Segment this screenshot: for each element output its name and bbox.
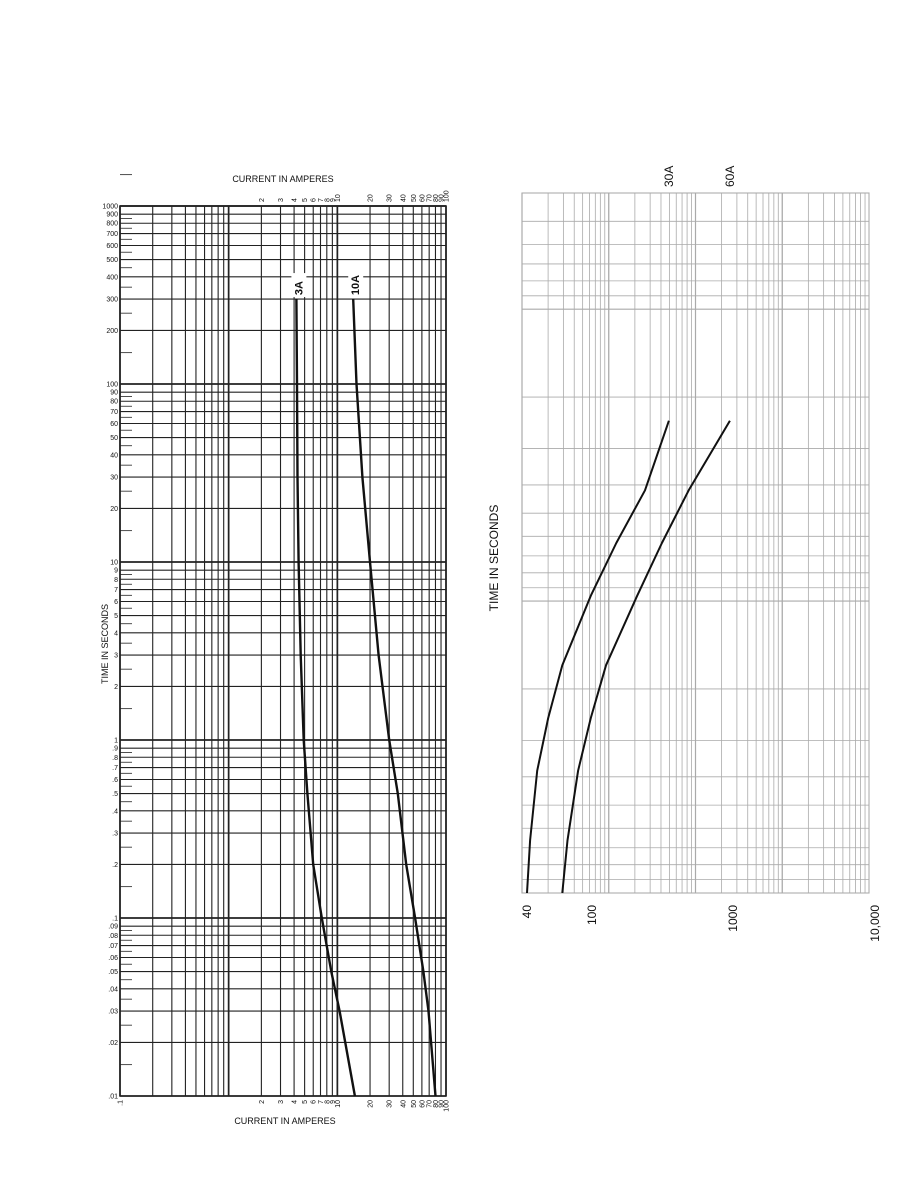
left-x-tick-label-bottom: 60: [419, 1100, 427, 1108]
left-y-tick-label: 800: [106, 220, 118, 228]
left-x-tick-label-bottom: 4: [291, 1100, 299, 1104]
right-current-tick-label: 1000: [726, 905, 740, 932]
left-y-tick-label: .2: [112, 861, 118, 869]
left-x-tick-label-top: 3: [278, 198, 286, 202]
right-current-tick-label: 100: [585, 905, 599, 926]
left-y-tick-label: 100: [106, 381, 118, 389]
left-y-tick-label: 4: [114, 630, 118, 638]
left-y-tick-label: .09: [108, 923, 118, 931]
right-current-tick-label: 40: [520, 905, 534, 919]
left-x-tick-label-top: 5: [302, 198, 310, 202]
left-plot-frame: [120, 206, 446, 1096]
left-y-tick-label: 200: [106, 327, 118, 335]
left-x-tick-label-top: 7: [318, 198, 326, 202]
left-x-tick-label-bottom: 80: [432, 1100, 440, 1108]
left-x-tick-label-top: 90: [438, 194, 446, 202]
left-y-tick-label: .7: [112, 765, 118, 773]
left-y-tick-label: 1: [114, 737, 118, 745]
right-current-tick-label: 10,000: [868, 905, 882, 942]
series-label-60A: 60A: [722, 165, 737, 187]
left-y-tick-label: .03: [108, 1008, 118, 1016]
left-y-tick-label: 1000: [102, 203, 118, 211]
left-y-tick-label: 900: [106, 211, 118, 219]
left-y-tick-label: .4: [112, 808, 118, 816]
left-x-tick-label-top: 9: [329, 198, 337, 202]
left-y-tick-label: 500: [106, 257, 118, 265]
left-x-tick-label-top: 50: [410, 194, 418, 202]
left-x-tick-label-bottom: 5: [302, 1100, 310, 1104]
left-y-tick-label: 70: [110, 409, 118, 417]
left-x-tick-label-bottom: 30: [386, 1100, 394, 1108]
left-x-tick-label-top: 8: [324, 198, 332, 202]
left-y-tick-label: 3: [114, 652, 118, 660]
left-y-tick-label: .06: [108, 954, 118, 962]
left-y-tick-label: 6: [114, 598, 118, 606]
left-x-tick-label-top: 20: [367, 194, 375, 202]
left-y-tick-label: 80: [110, 398, 118, 406]
left-x-tick-label-top: 6: [310, 198, 318, 202]
left-y-tick-label: 300: [106, 296, 118, 304]
left-x-tick-label-bottom: 7: [318, 1100, 326, 1104]
left-x-tick-label-top: 30: [386, 194, 394, 202]
series-label-3A: 3A: [293, 281, 306, 296]
left-x-tick-label-top: 40: [400, 194, 408, 202]
left-x-tick-label-bottom: 9: [329, 1100, 337, 1104]
left-x-tick-label-bottom: 50: [410, 1100, 418, 1108]
left-x-tick-label-top: 4: [291, 198, 299, 202]
left-y-tick-label: .6: [112, 776, 118, 784]
right-time-current-chart: [487, 166, 882, 942]
left-y-tick-label: .07: [108, 943, 118, 951]
left-y-tick-label: 600: [106, 242, 118, 250]
left-x-tick-label-bottom: 6: [310, 1100, 318, 1104]
left-x-tick-label-top: 100: [443, 190, 451, 202]
left-x-tick-label-bottom: 70: [426, 1100, 434, 1108]
right-grid: [522, 193, 869, 893]
left-y-tick-label: .3: [112, 830, 118, 838]
left-x-tick-label-bottom: 10: [334, 1100, 342, 1108]
left-y-tick-label: 40: [110, 452, 118, 460]
left-y-tick-label: .05: [108, 969, 118, 977]
left-x-tick-label-bottom: 40: [400, 1100, 408, 1108]
left-grid: [120, 175, 446, 1096]
right-tick-labels: [520, 905, 882, 942]
left-y-tick-label: .5: [112, 791, 118, 799]
right-series-line-60A: [562, 421, 730, 893]
left-y-tick-label: 8: [114, 576, 118, 584]
left-y-tick-label: 90: [110, 389, 118, 397]
left-y-tick-label: .9: [112, 745, 118, 753]
left-series-line-3A: [296, 299, 355, 1096]
left-x-tick-label-bottom: 3: [278, 1100, 286, 1104]
left-y-tick-label: .04: [108, 986, 118, 994]
left-x-axis-title-bottom: CURRENT IN AMPERES: [234, 1116, 336, 1126]
left-y-tick-label: 9: [114, 567, 118, 575]
left-x-tick-label-top: 80: [432, 194, 440, 202]
right-y-axis-title: TIME IN SECONDS: [487, 504, 501, 612]
left-x-tick-label-top: 2: [258, 198, 266, 202]
left-tick-labels: [102, 190, 450, 1111]
left-y-axis-title: TIME IN SECONDS: [100, 603, 110, 685]
left-y-tick-label: 30: [110, 474, 118, 482]
left-x-tick-label-bottom: 90: [438, 1100, 446, 1108]
left-time-current-chart: [100, 174, 451, 1126]
left-y-tick-label: 10: [110, 559, 118, 567]
left-x-tick-label-bottom: 100: [443, 1100, 451, 1112]
left-y-tick-label: 60: [110, 420, 118, 428]
left-y-tick-label: 7: [114, 587, 118, 595]
left-y-tick-label: .1: [112, 915, 118, 923]
series-label-30A: 30A: [661, 165, 676, 187]
right-curves: [527, 421, 730, 893]
left-x-tick-label-bottom: 2: [258, 1100, 266, 1104]
series-label-10A: 10A: [350, 274, 363, 296]
left-y-tick-label: 20: [110, 505, 118, 513]
left-x-tick-label-top: 10: [334, 194, 342, 202]
left-y-tick-label: 700: [106, 231, 118, 239]
left-y-tick-label: .01: [108, 1093, 118, 1101]
left-y-tick-label: 2: [114, 683, 118, 691]
left-x-tick-label-bottom: 20: [367, 1100, 375, 1108]
left-y-tick-label: .08: [108, 932, 118, 940]
left-x-tick-label-bottom: 8: [324, 1100, 332, 1104]
left-series-line-10A: [353, 299, 435, 1096]
left-y-tick-label: 5: [114, 613, 118, 621]
left-y-tick-label: .8: [112, 754, 118, 762]
left-x-tick-label-top: 70: [426, 194, 434, 202]
left-y-tick-label: 400: [106, 274, 118, 282]
left-y-tick-label: 50: [110, 435, 118, 443]
left-y-tick-label: .02: [108, 1039, 118, 1047]
left-x-tick-label-top: 60: [419, 194, 427, 202]
left-x-tick-label-bottom: .1: [117, 1100, 125, 1106]
left-x-axis-title-top: CURRENT IN AMPERES: [232, 174, 334, 184]
